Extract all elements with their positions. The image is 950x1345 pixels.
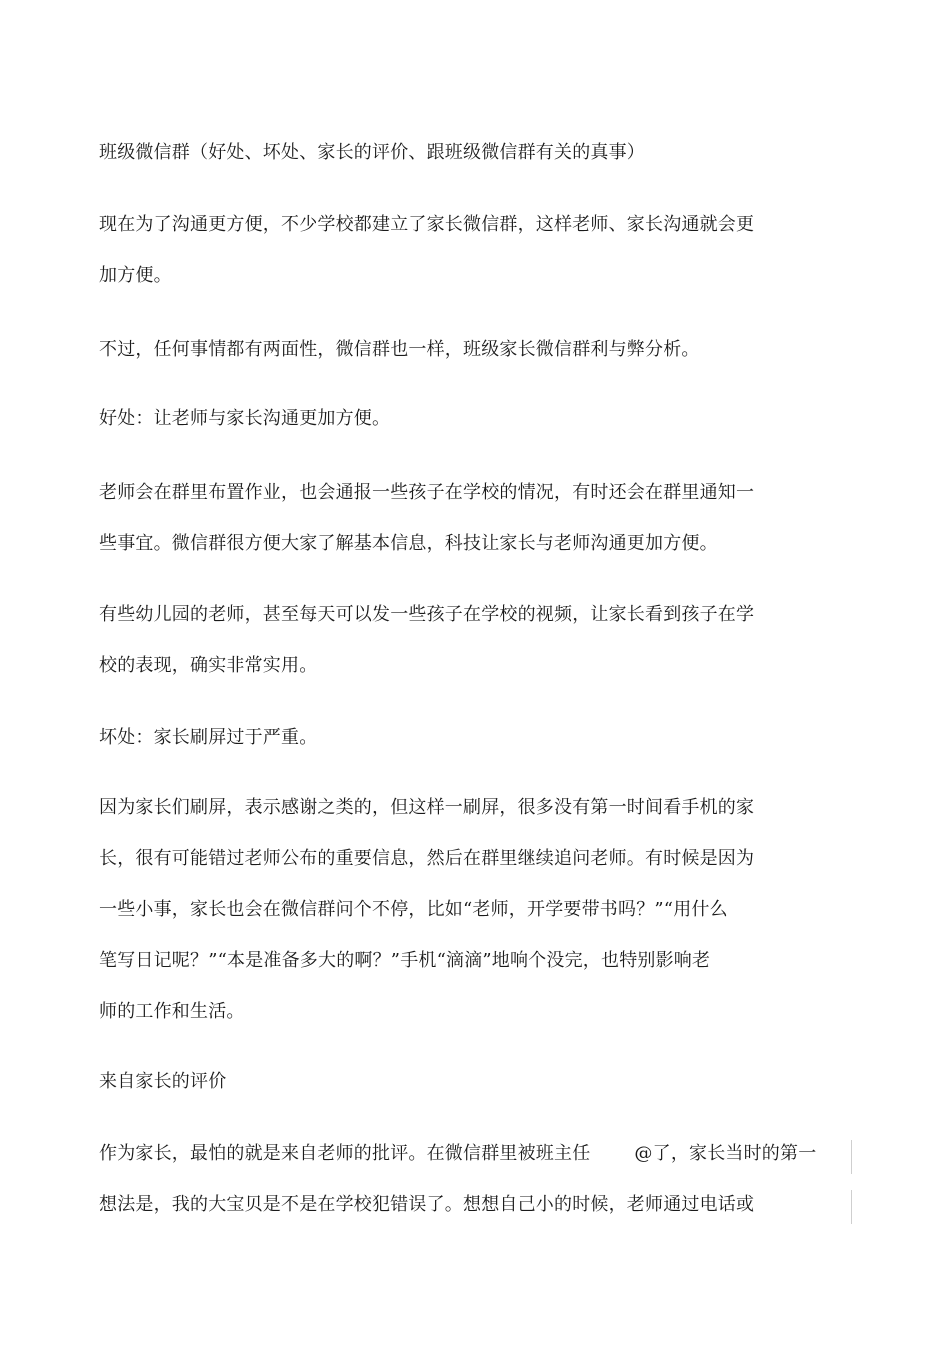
- section-heading: 坏处：家长刷屏过于严重。: [99, 727, 318, 748]
- paragraph-line: 校的表现，确实非常实用。: [99, 655, 318, 676]
- paragraph-line: 长，很有可能错过老师公布的重要信息，然后在群里继续追问老师。有时候是因为: [99, 848, 755, 869]
- document-title: 班级微信群（好处、坏处、家长的评价、跟班级微信群有关的真事）: [99, 142, 645, 163]
- margin-rule: [851, 1190, 852, 1224]
- paragraph-line: 些事宜。微信群很方便大家了解基本信息，科技让家长与老师沟通更加方便。: [99, 533, 718, 554]
- section-heading: 好处：让老师与家长沟通更加方便。: [99, 408, 391, 429]
- paragraph-line: 不过，任何事情都有两面性，微信群也一样，班级家长微信群利与弊分析。: [99, 339, 700, 360]
- paragraph-line: 想法是，我的大宝贝是不是在学校犯错误了。想想自己小的时候，老师通过电话或: [99, 1194, 755, 1215]
- paragraph-line: 一些小事，家长也会在微信群问个不停，比如“老师，开学要带书吗？”“用什么: [99, 899, 728, 920]
- line-segment: ，家长当时的第一: [670, 1143, 817, 1164]
- paragraph-line: 师的工作和生活。: [99, 1001, 245, 1022]
- paragraph-line: 老师会在群里布置作业，也会通报一些孩子在学校的情况，有时还会在群里通知一: [99, 482, 755, 503]
- at-mention: @了: [634, 1143, 671, 1164]
- paragraph-line: [99, 1142, 816, 1166]
- paragraph-line: 因为家长们刷屏，表示感谢之类的，但这样一刷屏，很多没有第一时间看手机的家: [99, 797, 755, 818]
- paragraph-line: 有些幼儿园的老师，甚至每天可以发一些孩子在学校的视频，让家长看到孩子在学: [99, 604, 755, 625]
- paragraph-line: 加方便。: [99, 265, 172, 286]
- line-segment: 作为家长，最怕的就是来自老师的批评。在微信群里被班主任: [99, 1143, 591, 1164]
- paragraph-line: 现在为了沟通更方便，不少学校都建立了家长微信群，这样老师、家长沟通就会更: [99, 214, 755, 235]
- paragraph-line: 笔写日记呢？”“本是准备多大的啊？”手机“滴滴”地响个没完，也特别影响老: [99, 950, 711, 971]
- section-heading: 来自家长的评价: [99, 1071, 227, 1092]
- margin-rule: [851, 1140, 852, 1174]
